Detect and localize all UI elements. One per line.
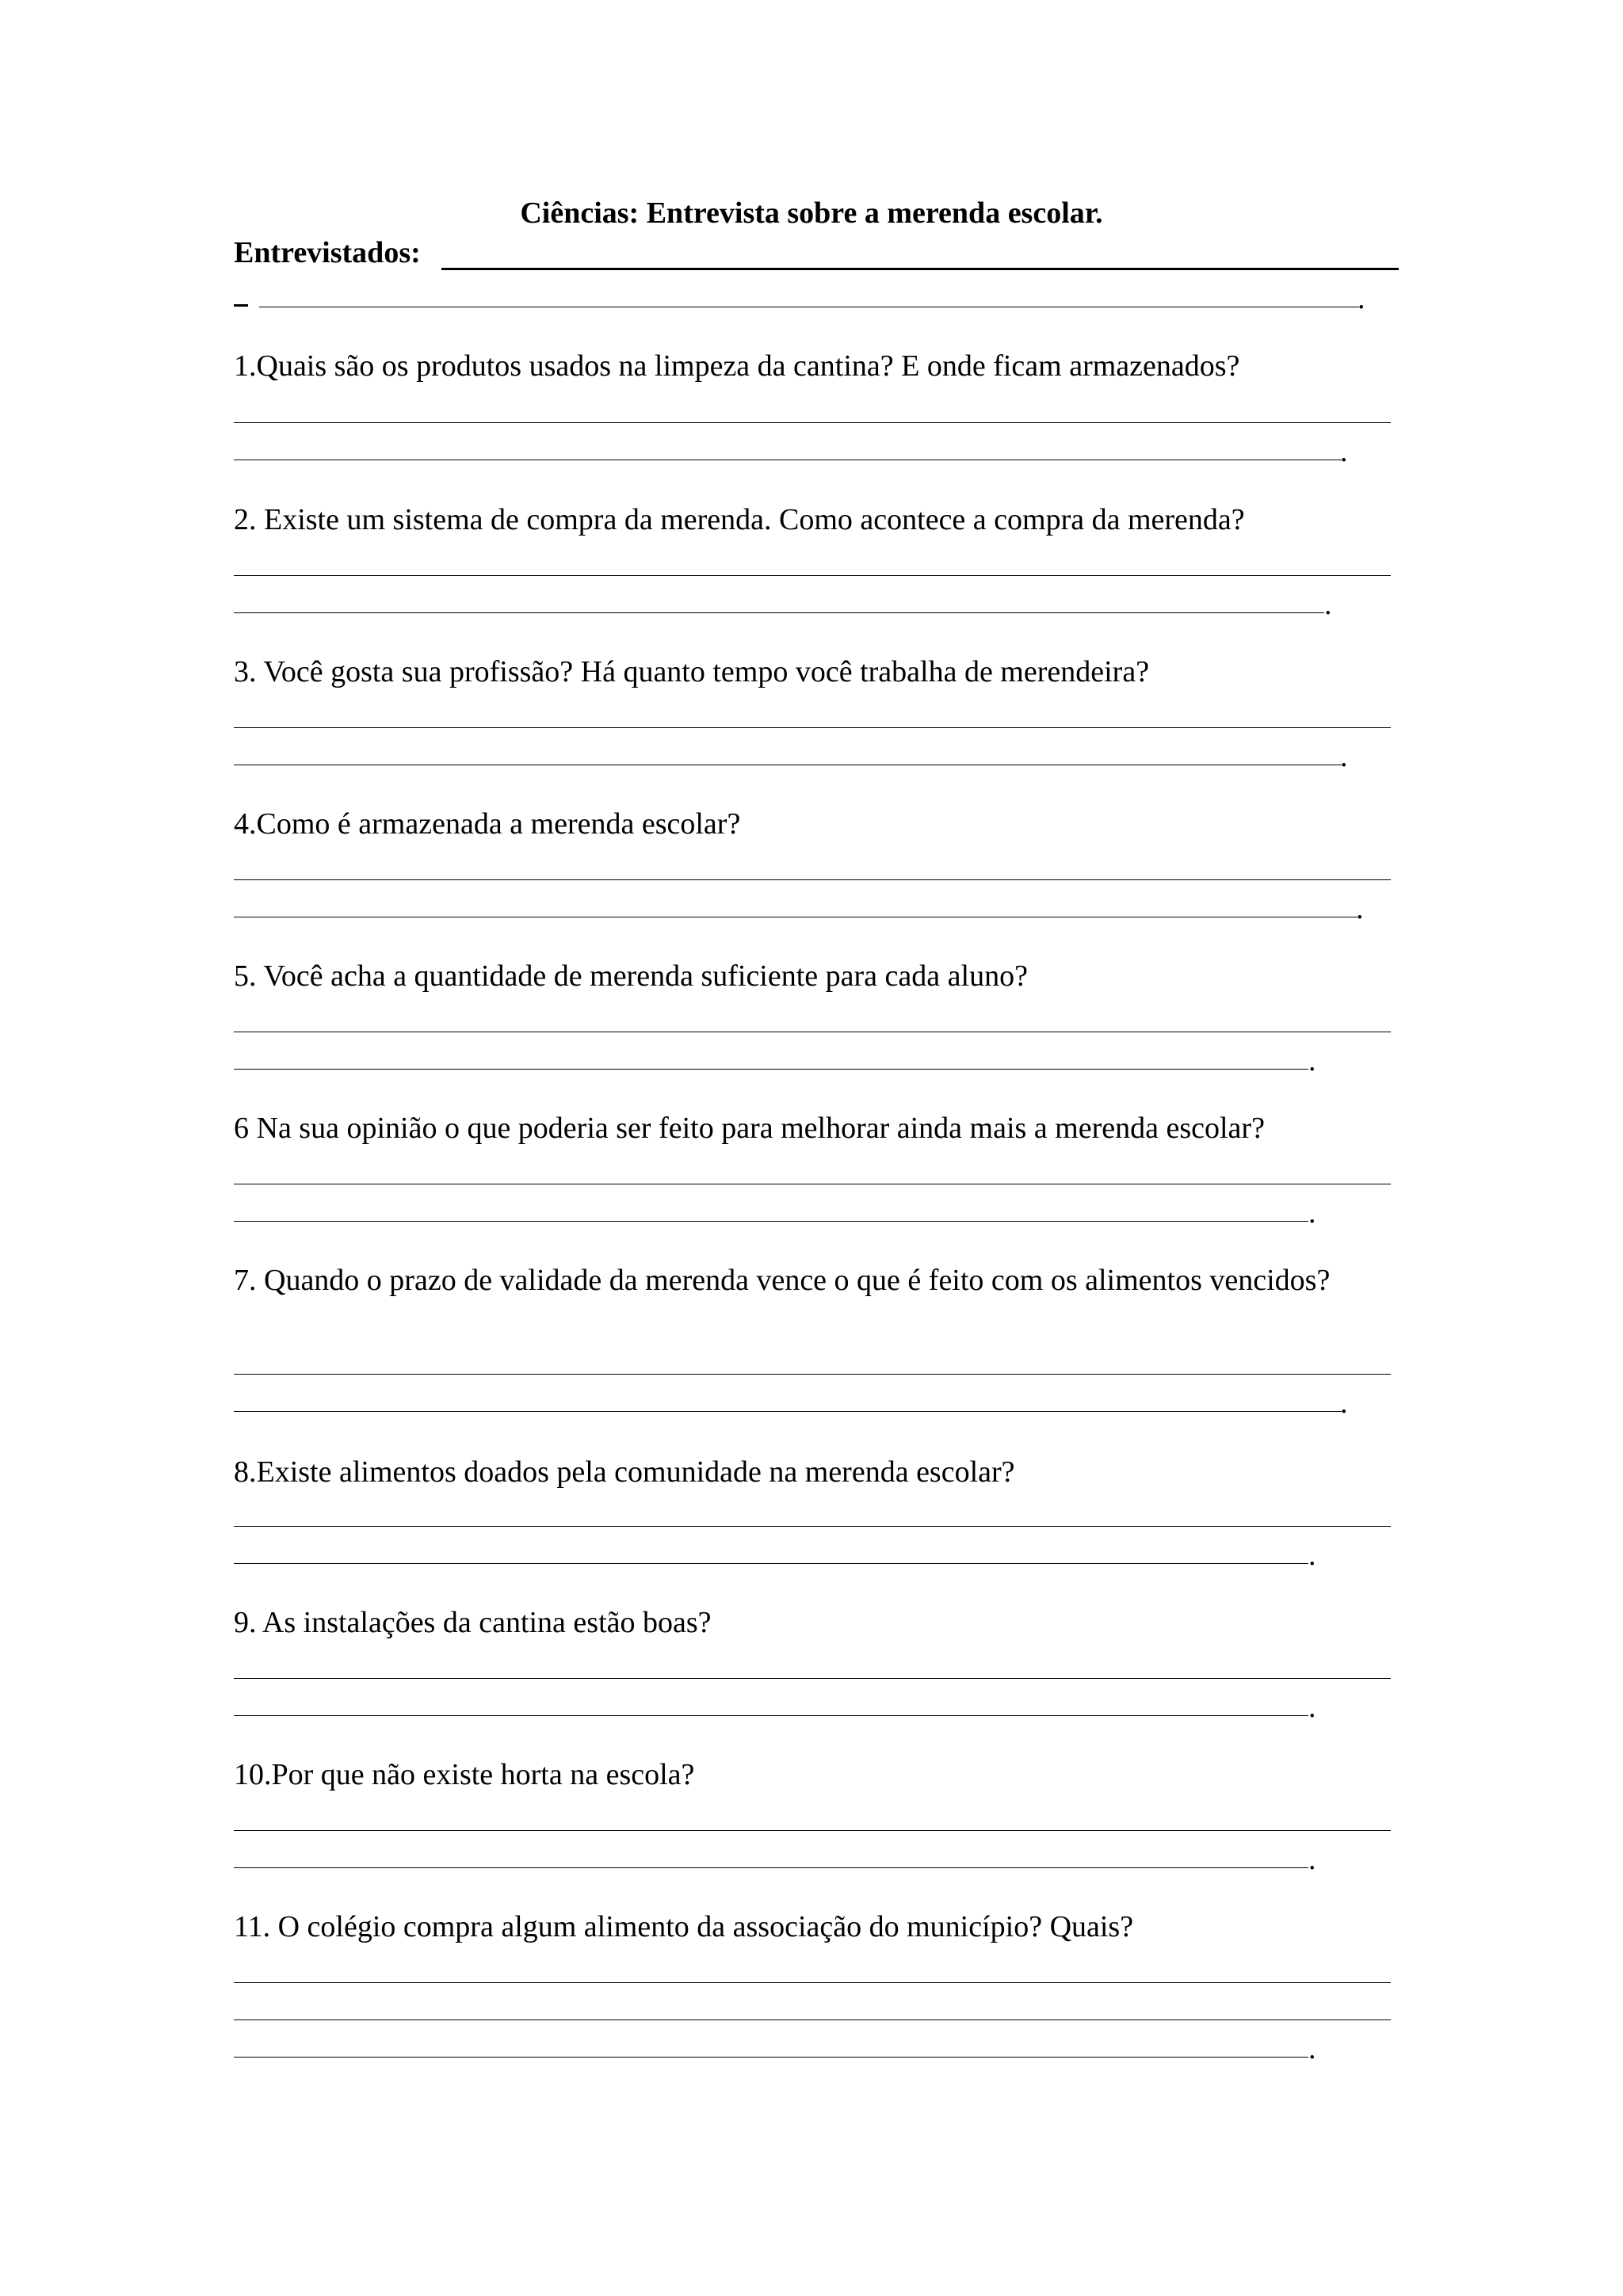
- line-end-period: .: [1340, 435, 1348, 468]
- interviewees-line-stub: [234, 304, 248, 307]
- answer-line-q3-1[interactable]: [234, 727, 1391, 728]
- answer-line-q4-1[interactable]: [234, 879, 1391, 880]
- answer-line-q9-2[interactable]: [234, 1715, 1308, 1716]
- answer-line-q2-1[interactable]: [234, 575, 1391, 576]
- question-5: 5. Você acha a quantidade de merenda suficiente para cada aluno?: [234, 959, 1028, 993]
- line-end-period: .: [1340, 740, 1348, 773]
- answer-line-q2-2[interactable]: [234, 612, 1324, 613]
- answer-line-q8-1[interactable]: [234, 1526, 1391, 1527]
- question-8: 8.Existe alimentos doados pela comunidade na merenda escolar?: [234, 1455, 1015, 1489]
- question-4: 4.Como é armazenada a merenda escolar?: [234, 807, 741, 841]
- line-end-period: .: [1324, 588, 1332, 621]
- interviewees-field[interactable]: [441, 268, 1399, 270]
- line-end-period: .: [1358, 282, 1365, 315]
- line-end-period: .: [1340, 1386, 1348, 1420]
- page-title: Ciências: Entrevista sobre a merenda escolar.: [520, 196, 1103, 230]
- question-9: 9. As instalações da cantina estão boas?: [234, 1606, 712, 1639]
- answer-line-q1-1[interactable]: [234, 422, 1391, 423]
- answer-line-q7-1[interactable]: [234, 1374, 1391, 1375]
- question-6: 6 Na sua opinião o que poderia ser feito para melhorar ainda mais a merenda escolar?: [234, 1112, 1265, 1145]
- question-2: 2. Existe um sistema de compra da merenda. Como acontece a compra da merenda?: [234, 503, 1245, 536]
- answer-line-q9-1[interactable]: [234, 1678, 1391, 1679]
- answer-line-q10-1[interactable]: [234, 1830, 1391, 1831]
- answer-line-q11-1[interactable]: [234, 1982, 1391, 1983]
- question-7: 7. Quando o prazo de validade da merenda vence o que é feito com os alimentos vencidos?: [234, 1264, 1331, 1297]
- answer-line-q8-2[interactable]: [234, 1563, 1308, 1564]
- answer-line-q5-2[interactable]: [234, 1069, 1308, 1070]
- answer-line-q7-2[interactable]: [234, 1411, 1342, 1412]
- interviewees-row: [234, 235, 1399, 271]
- line-end-period: .: [1308, 1843, 1316, 1876]
- line-end-period: .: [1308, 1044, 1316, 1077]
- line-end-period: .: [1308, 1196, 1316, 1230]
- line-end-period: .: [1308, 2032, 1316, 2065]
- question-1: 1.Quais são os produtos usados na limpeza da cantina? E onde ficam armazenados?: [234, 349, 1240, 383]
- answer-line-q6-2[interactable]: [234, 1221, 1308, 1222]
- interviewees-label: Entrevistados:: [234, 236, 421, 269]
- question-3: 3. Você gosta sua profissão? Há quanto tempo você trabalha de merendeira?: [234, 655, 1150, 688]
- answer-line-q11-3[interactable]: [234, 2057, 1308, 2058]
- answer-line-q11-2[interactable]: [234, 2019, 1391, 2020]
- question-10: 10.Por que não existe horta na escola?: [234, 1758, 695, 1791]
- line-end-period: .: [1308, 1539, 1316, 1572]
- line-end-period: .: [1308, 1691, 1316, 1724]
- line-end-period: .: [1356, 892, 1364, 925]
- question-11: 11. O colégio compra algum alimento da associação do município? Quais?: [234, 1910, 1134, 1943]
- answer-line-q10-2[interactable]: [234, 1867, 1308, 1868]
